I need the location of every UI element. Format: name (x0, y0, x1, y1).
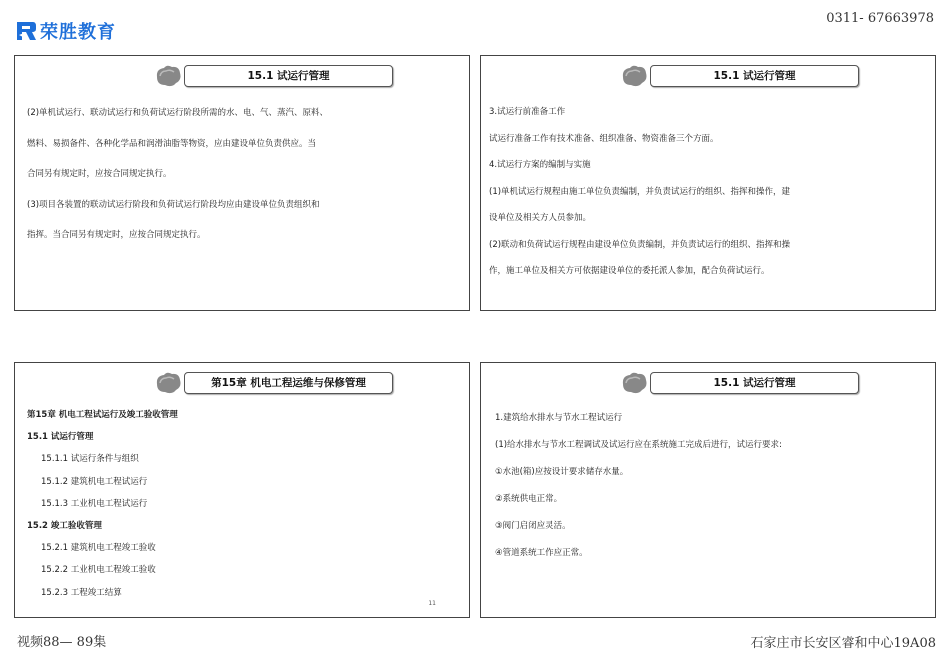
body-line: (1)给水排水与节水工程调试及试运行应在系统施工完成后进行，试运行要求: (495, 440, 782, 450)
brand-logo (14, 18, 116, 44)
slide-bottom-left (14, 362, 470, 618)
decorative-blob-icon (620, 63, 648, 89)
body-line: (3)项目各装置的联动试运行阶段和负荷试运行阶段均应由建设单位负责组织和 (27, 199, 320, 210)
slide-header (154, 65, 404, 89)
slide-body (495, 411, 925, 573)
slide-title: 第15章 机电工程运维与保修管理 (184, 372, 393, 394)
toc-section: 15.1 试运行管理 (27, 432, 94, 443)
slide-header (620, 372, 870, 396)
body-line: ②系统供电正常。 (495, 494, 563, 504)
footer-video-range: 视频88— 89集 (17, 635, 107, 650)
slide-bottom-right (480, 362, 936, 618)
slide-header (154, 372, 404, 396)
body-line: 3.试运行前准备工作 (489, 107, 566, 117)
body-line: 燃料、易损备件、各种化学品和润滑油脂等物资，应由建设单位负责供应。当 (27, 138, 317, 149)
body-line: 4.试运行方案的编制与实施 (489, 160, 591, 170)
toc-section: 15.2 竣工验收管理 (27, 520, 102, 531)
logo-icon (14, 19, 38, 43)
table-of-contents (27, 409, 178, 609)
toc-subsection: 15.2.1 建筑机电工程竣工验收 (41, 543, 156, 554)
toc-subsection: 15.1.2 建筑机电工程试运行 (41, 476, 148, 487)
body-line: ④管道系统工作应正常。 (495, 548, 588, 558)
decorative-blob-icon (154, 370, 182, 396)
body-line: (2)单机试运行、联动试运行和负荷试运行阶段所需的水、电、气、蒸汽、原料、 (27, 108, 329, 118)
toc-subsection: 15.1.1 试运行条件与组织 (41, 454, 139, 465)
body-line: 合同另有规定时，应按合同规定执行。 (27, 169, 172, 179)
slide-body (27, 106, 459, 259)
body-line: ①水池(箱)应按设计要求储存水量。 (495, 467, 629, 477)
body-line: 设单位及相关方人员参加。 (489, 213, 592, 223)
footer-address: 石家庄市长安区睿和中心19A08 (750, 636, 936, 651)
slide-header (620, 65, 870, 89)
toc-subsection: 15.2.3 工程竣工结算 (41, 587, 122, 598)
slide-title: 15.1 试运行管理 (650, 372, 859, 394)
slide-title: 15.1 试运行管理 (650, 65, 859, 87)
slide-top-left (14, 55, 470, 311)
toc-subsection: 15.2.2 工业机电工程竣工验收 (41, 565, 156, 576)
body-line: ③阀门启闭应灵活。 (495, 521, 571, 531)
body-line: 指挥。当合同另有规定时，应按合同规定执行。 (27, 230, 206, 240)
body-line: 试运行准备工作有技术准备、组织准备、物资准备三个方面。 (489, 133, 719, 144)
slide-body (489, 105, 925, 291)
body-line: 1.建筑给水排水与节水工程试运行 (495, 413, 623, 423)
decorative-blob-icon (154, 63, 182, 89)
toc-chapter: 第15章 机电工程试运行及竣工验收管理 (27, 410, 178, 420)
body-line: 作，施工单位及相关方可依据建设单位的委托派人参加，配合负荷试运行。 (489, 266, 770, 276)
body-line: (1)单机试运行规程由施工单位负责编制，并负责试运行的组织、指挥和操作，建 (489, 186, 791, 197)
toc-subsection: 15.1.3 工业机电工程试运行 (41, 498, 148, 509)
page-number: 11 (428, 600, 436, 607)
brand-name: 荣胜教育 (40, 22, 116, 43)
decorative-blob-icon (620, 370, 648, 396)
body-line: (2)联动和负荷试运行规程由建设单位负责编制，并负责试运行的组织、指挥和操 (489, 239, 791, 250)
phone-number: 0311- 67663978 (826, 11, 934, 26)
slide-top-right (480, 55, 936, 311)
slide-title: 15.1 试运行管理 (184, 65, 393, 87)
